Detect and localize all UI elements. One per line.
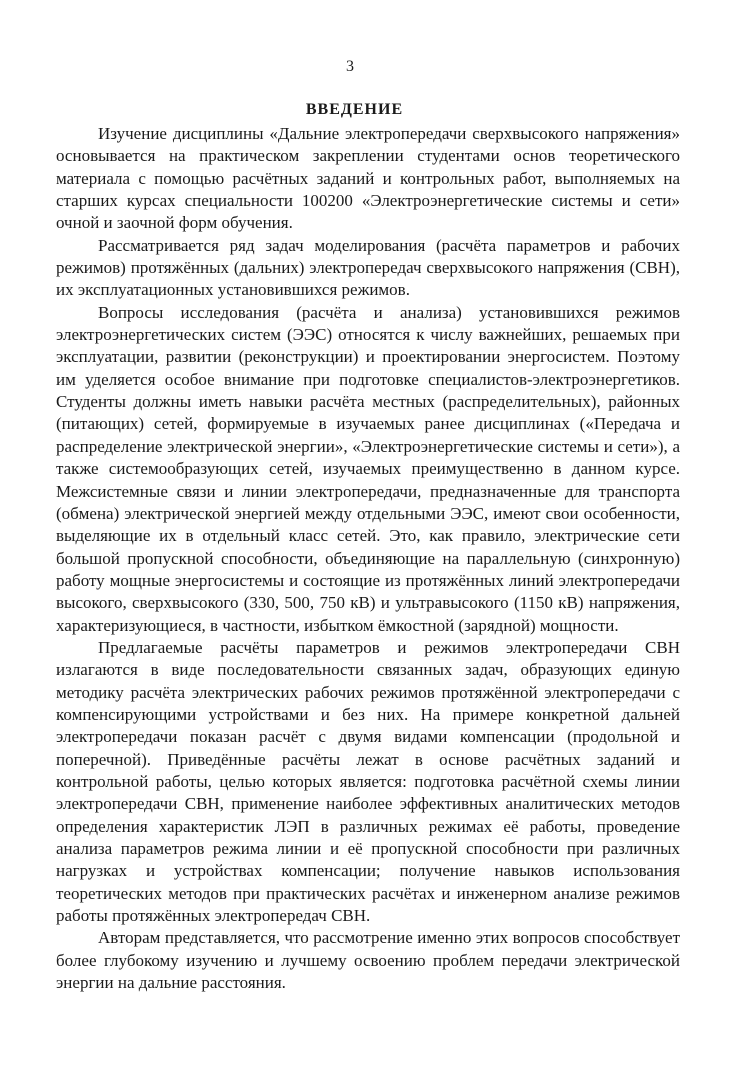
paragraph-intro-discipline: Изучение дисциплины «Дальние электропередачи сверхвысокого напряжения» основывается на практическом закреплении студентами основ теоретического материала с помощью расчётных заданий и контрольных работ, выполняемых на старших курсах специальности 100200 «Электроэнергетические системы и сети» очной и заочной форм обучения. <box>56 124 680 233</box>
section-title: ВВЕДЕНИЕ <box>305 101 404 118</box>
page-number: 3 <box>346 58 354 75</box>
paragraph-modeling-tasks: Рассматривается ряд задач моделирования (расчёта параметров и рабочих режимов) протяжённых (дальних) электропередач сверхвысокого напряжения (СВН), их эксплуатационных установившихся режимов. <box>56 235 680 300</box>
paragraph-authors-note: Авторам представляется, что рассмотрение именно этих вопросов способствует более глубокому изучению и лучшему освоению проблем передачи электрической энергии на дальние расстояния. <box>56 928 680 993</box>
paragraph-steady-state-research: Вопросы исследования (расчёта и анализа) установившихся режимов электроэнергетических систем (ЭЭС) относятся к числу важнейших, решаемых при эксплуатации, развитии (реконструкции) и проектировании энергосистем. Поэтому им уделяется особое внимание при подготовке специалистов-электроэнергетиков. Студенты должны иметь навыки расчёта местных (распределительных), районных (питающих) сетей, формируемые в изучаемых ранее дисциплинах («Передача и распределение электрической энергии», «Электроэнергетические системы и сети»), а также системообразующих сетей, изучаемых преимущественно в данном курсе. Межсистемные связи и линии электропередачи, предназначенные для транспорта (обмена) электрической энергией между отдельными ЭЭС, имеют свои особенности, выделяющие их в отдельный класс сетей. Это, как правило, электрические сети большой пропускной способности, объединяющие на параллельную (синхронную) работу мощные энергосистемы и состоящие из протяжённых линий электропередачи высокого, сверхвысокого (330, 500, 750 кВ) и ультравысокого (1150 кВ) напряжения, характеризующиеся, в частности, избытком ёмкостной (зарядной) мощности. <box>56 302 680 635</box>
paragraph-proposed-calculations: Предлагаемые расчёты параметров и режимов электропередачи СВН излагаются в виде последовательности связанных задач, образующих единую методику расчёта электрических рабочих режимов протяжённой электропередачи с компенсирующими устройствами и без них. На примере конкретной дальней электропередачи показан расчёт с двумя видами компенсации (продольной и поперечной). Приведённые расчёты лежат в основе расчётных заданий и контрольной работы, целью которых является: подготовка расчётной схемы линии электропередачи СВН, применение наиболее эффективных аналитических методов определения характеристик ЛЭП в различных режимах её работы, проведение анализа параметров режима линии и её пропускной способности при различных нагрузках и устройствах компенсации; получение навыков использования теоретических методов при практических расчётах и инженерном анализе режимов работы протяжённых электропередач СВН. <box>56 637 680 926</box>
document-body <box>56 123 680 994</box>
